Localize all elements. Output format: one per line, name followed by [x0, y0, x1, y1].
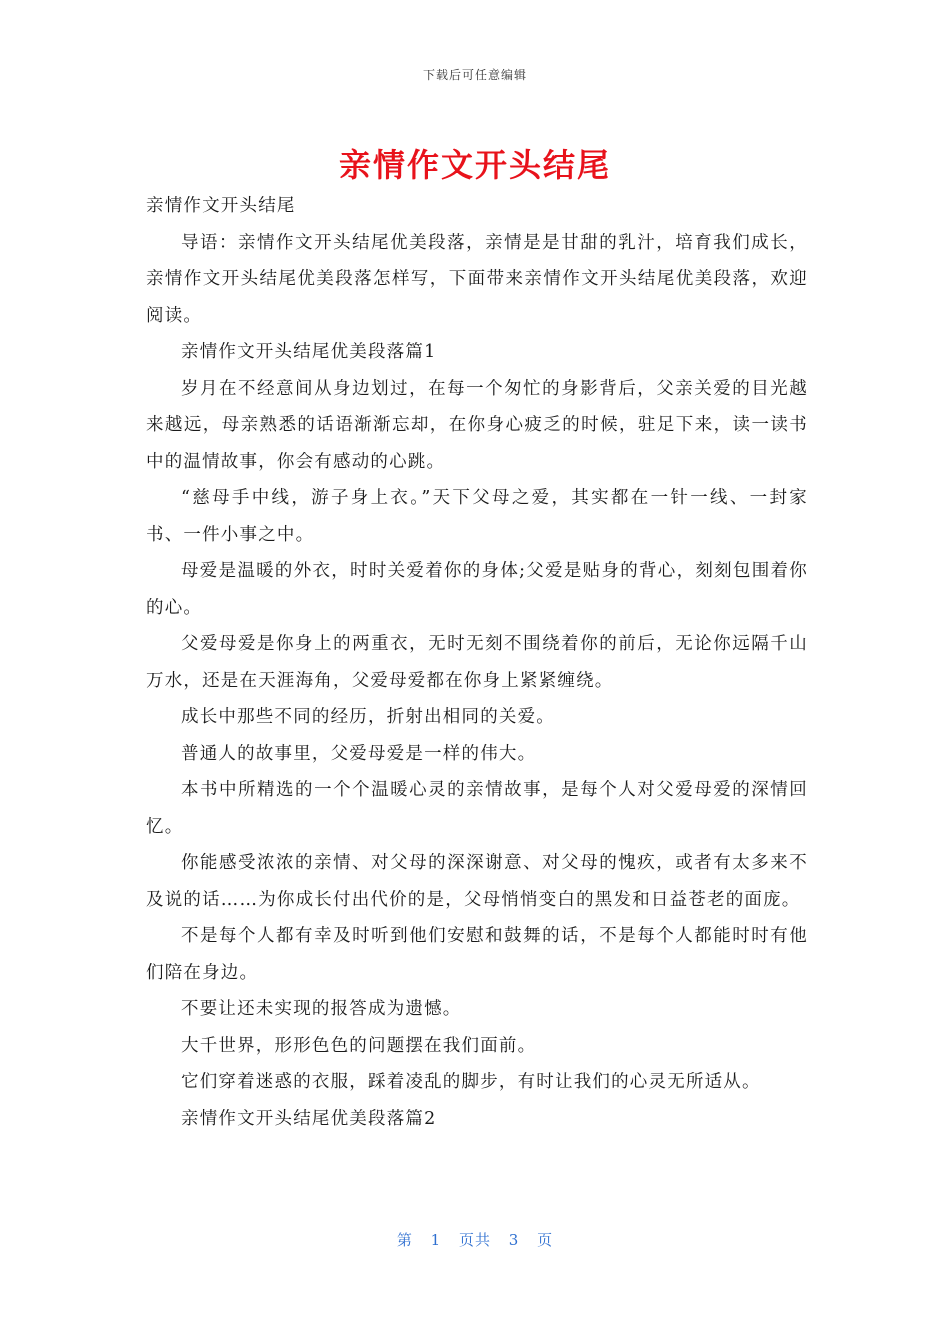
body-paragraph: 普通人的故事里，父爱母爱是一样的伟大。	[181, 743, 537, 764]
intro-paragraph: 导语：亲情作文开头结尾优美段落，亲情是是甘甜的乳汁，培育我们成长，亲情作文开头结尾优美段落怎样写，下面带来亲情作文开头结尾优美段落，欢迎阅读。	[146, 232, 808, 326]
section-heading: 亲情作文开头结尾优美段落篇2	[181, 1108, 437, 1129]
body-paragraph: 不是每个人都有幸及时听到他们安慰和鼓舞的话，不是每个人都能时时有他们陪在身边。	[146, 926, 808, 983]
body-paragraph: 你能感受浓浓的亲情、对父母的深深谢意、对父母的愧疚，或者有太多来不及说的话……为你成长付出代价的是，父母悄悄变白的黑发和日益苍老的面庞。	[146, 853, 808, 910]
body-paragraph: 母爱是温暖的外衣，时时关爱着你的身体;父爱是贴身的背心，刻刻包围着你的心。	[146, 561, 808, 618]
body-paragraph: 不要让还未实现的报答成为遗憾。	[181, 999, 462, 1019]
subtitle-paragraph: 亲情作文开头结尾	[146, 196, 296, 216]
body-paragraph: “慈母手中线，游子身上衣。”天下父母之爱，其实都在一针一线、一封家书、一件小事之中。	[146, 488, 808, 545]
body-paragraph: 它们穿着迷惑的衣服，踩着凌乱的脚步，有时让我们的心灵无所适从。	[181, 1072, 761, 1092]
footer-prefix: 第	[396, 1231, 413, 1249]
body-paragraph: 大千世界，形形色色的问题摆在我们面前。	[181, 1035, 537, 1056]
body-paragraph: 岁月在不经意间从身边划过，在每一个匆忙的身影背后，父亲关爱的目光越来越远，母亲熟悉的话语渐渐忘却，在你身心疲乏的时候，驻足下来，读一读书中的温情故事，你会有感动的心跳。	[146, 378, 808, 472]
body-paragraph: 父爱母爱是你身上的两重衣，无时无刻不围绕着你的前后，无论你远隔千山万水，还是在天涯海角，父爱母爱都在你身上紧紧缠绕。	[146, 634, 808, 691]
page-footer	[0, 1229, 950, 1250]
footer-suffix: 页	[537, 1231, 554, 1249]
footer-middle: 页共	[458, 1231, 491, 1249]
document-body	[146, 188, 808, 1137]
body-paragraph: 本书中所精选的一个个温暖心灵的亲情故事，是每个人对父爱母爱的深情回忆。	[146, 780, 808, 837]
page-header-note: 下载后可任意编辑	[422, 68, 527, 82]
document-title: 亲情作文开头结尾	[338, 146, 611, 184]
section-heading: 亲情作文开头结尾优美段落篇1	[181, 342, 437, 362]
footer-current-page: 1	[430, 1231, 442, 1249]
body-paragraph: 成长中那些不同的经历，折射出相同的关爱。	[181, 707, 555, 727]
footer-total-pages: 3	[508, 1231, 520, 1249]
